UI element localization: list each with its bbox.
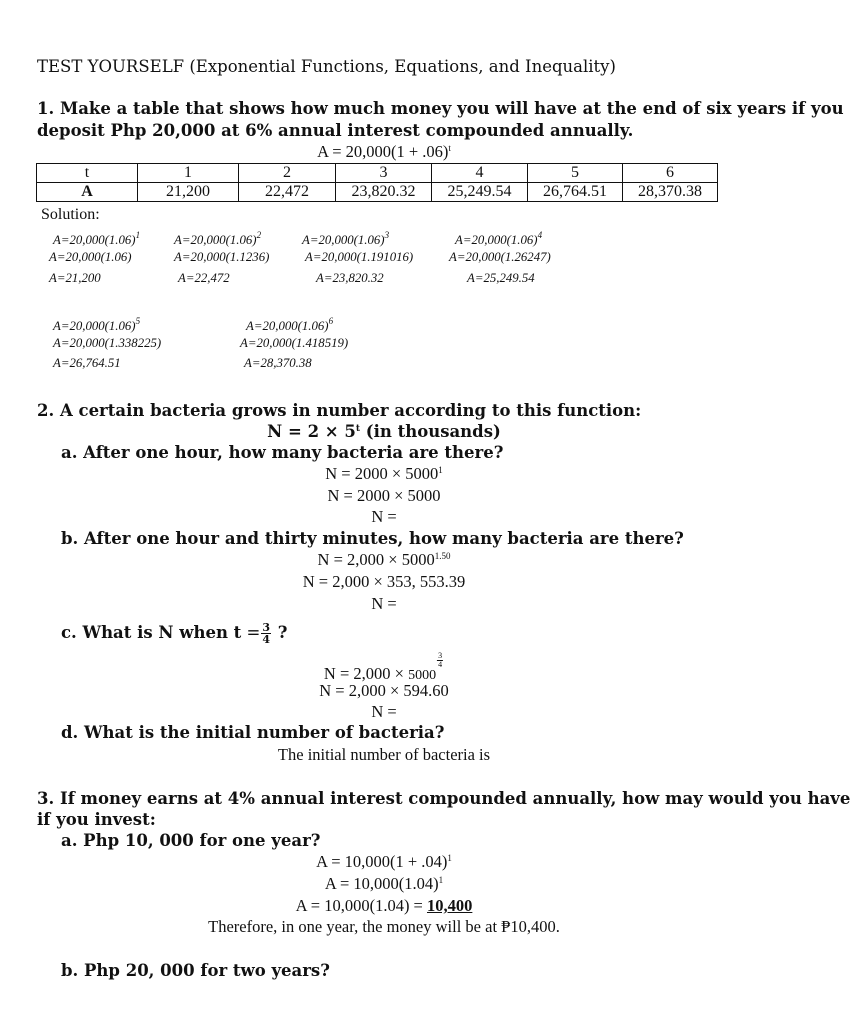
table-cell: 1 <box>138 164 239 183</box>
step-2-line1: $A=20,000(1.06)^2$ <box>174 230 262 247</box>
step-4-line2: A=20,000(1.26247) <box>449 250 551 264</box>
q3a-conclusion: Therefore, in one year, the money will be at ₱10,400. <box>208 917 560 936</box>
table-cell: 3 <box>336 164 432 183</box>
q2b-line1: $N = 2,000 \times 5000^{1.50}$ <box>317 550 451 569</box>
step-3-line3: A=23,820.32 <box>316 271 384 285</box>
q2d-answer: The initial number of bacteria is <box>277 745 491 764</box>
q2c-line1: N = 2,000 × 5000 $\frac{3}{4}$ <box>323 651 443 683</box>
step-3-line2: A=20,000(1.191016) <box>305 250 414 264</box>
step-1-line1: $A=20,000(1.06)^1$ <box>53 230 141 247</box>
solution-label: Solution: <box>41 206 100 223</box>
step-6-line3: A=28,370.38 <box>244 356 312 370</box>
q3a-line1: $A = 10,000(1 + .04)^1$ <box>316 852 452 871</box>
table-cell: 5 <box>528 164 623 183</box>
table-row <box>37 164 718 183</box>
fraction: $\frac{3}{4}$ <box>262 621 271 646</box>
q2b-line3: N = <box>371 594 397 613</box>
q3a-question: a. Php 10, 000 for one year? <box>61 831 321 850</box>
fraction-exponent: $\frac{3}{4}$ <box>438 651 443 669</box>
q3-prompt-line2: if you invest: <box>37 810 156 829</box>
q1-prompt-line1: 1. Make a table that shows how much money you will have at the end of six years if you <box>37 99 844 118</box>
step-3-line1: $A=20,000(1.06)^3$ <box>302 230 390 247</box>
q3a-answer: 10,400 <box>426 896 473 915</box>
step-6-line2: A=20,000(1.418519) <box>240 336 349 350</box>
step-2-line3: A=22,472 <box>178 271 230 285</box>
q2-function: $N = 2 \times 5^t$ (in thousands) <box>267 422 501 441</box>
step-5-line2: A=20,000(1.338225) <box>53 336 162 350</box>
step-6-line1: $A=20,000(1.06)^6$ <box>246 316 334 333</box>
q2a-line3: N = <box>371 507 397 526</box>
q2-prompt: 2. A certain bacteria grows in number according to this function: <box>37 401 642 420</box>
q2b-line2: N = 2,000 × 353, 553.39 <box>302 572 466 591</box>
step-4-line1: $A=20,000(1.06)^4$ <box>455 230 543 247</box>
step-5-line1: $A=20,000(1.06)^5$ <box>53 316 141 333</box>
q1-money-table <box>36 163 718 202</box>
table-header-a: A <box>37 183 138 202</box>
q2a-line1: $N = 2000 \times 5000^1$ <box>325 464 443 483</box>
step-2-line2: A=20,000(1.1236) <box>174 250 270 264</box>
table-cell: 26,764.51 <box>528 183 623 202</box>
step-1-line3: A=21,200 <box>49 271 101 285</box>
worksheet-title: TEST YOURSELF (Exponential Functions, Equations, and Inequality) <box>37 57 616 76</box>
q3b-question: b. Php 20, 000 for two years? <box>61 961 330 980</box>
q3a-line2: $A = 10,000(1.04)^1$ <box>324 874 444 893</box>
q2c-line2: N = 2,000 × 594.60 <box>319 681 449 700</box>
q3-prompt-line1: 3. If money earns at 4% annual interest compounded annually, how may would you have <box>37 789 850 808</box>
table-cell: 23,820.32 <box>336 183 432 202</box>
q2c-line3: N = <box>371 702 397 721</box>
q1-formula: $A = 20,000(1 + .06)^t$ <box>317 142 451 161</box>
table-cell: 4 <box>432 164 528 183</box>
table-header-t: t <box>37 164 138 183</box>
q2a-line2: N = 2000 × 5000 <box>327 486 441 505</box>
step-1-line2: A=20,000(1.06) <box>49 250 132 264</box>
table-cell: 2 <box>239 164 336 183</box>
q2c-question: c. What is N when t = $\frac{3}{4}$ ? <box>61 621 288 646</box>
table-row <box>37 183 718 202</box>
table-cell: 6 <box>623 164 718 183</box>
table-cell: 28,370.38 <box>623 183 718 202</box>
q2d-question: d. What is the initial number of bacteria? <box>61 723 445 742</box>
table-cell: 22,472 <box>239 183 336 202</box>
step-5-line3: A=26,764.51 <box>53 356 121 370</box>
q2a-question: a. After one hour, how many bacteria are there? <box>61 443 504 462</box>
step-4-line3: A=25,249.54 <box>467 271 535 285</box>
q3a-line3: A = 10,000(1.04) = 10,400 <box>295 896 473 915</box>
table-cell: 25,249.54 <box>432 183 528 202</box>
q1-prompt-line2: deposit Php 20,000 at 6% annual interest compounded annually. <box>37 121 634 140</box>
table-cell: 21,200 <box>138 183 239 202</box>
q2b-question: b. After one hour and thirty minutes, how many bacteria are there? <box>61 529 684 548</box>
